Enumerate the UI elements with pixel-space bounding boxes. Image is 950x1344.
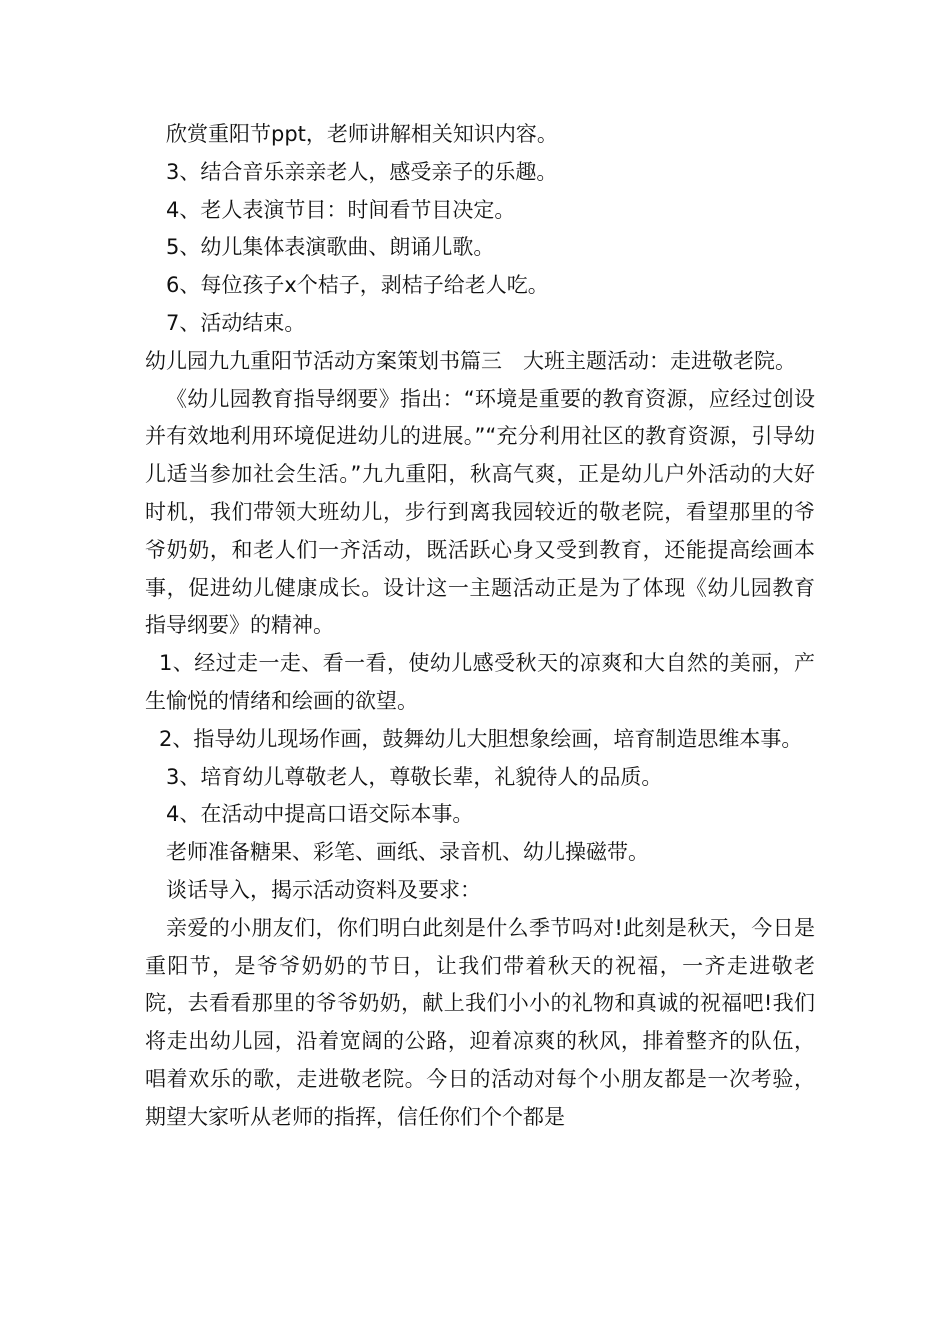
goal-item: 3、培育幼儿尊敬老人，尊敬长辈，礼貌待人的品质。 bbox=[166, 764, 663, 789]
intro-paragraph: 《幼儿园教育指导纲要》指出：“环境是重要的教育资源，应经过创设并有效地利用环境促进幼儿的进展。”“充分利用社区的教育资源，引导幼儿适当参加社会生活。”九九重阳，秋高气爽，正是幼儿户外活动的大好时机，我们带领大班幼儿，步行到离我园较近的敬老院，看望那里的爷爷奶奶，和老人们一齐活动，既活跃心身又受到教育，还能提高绘画本事，促进幼儿健康成长。设计这一主题活动正是为了体现《幼儿园教育指导纲要》的精神。 bbox=[145, 386, 815, 638]
process-title: 谈话导入，揭示活动资料及要求： bbox=[166, 877, 481, 902]
paragraph-ppt: 欣赏重阳节ppt，老师讲解相关知识内容。 bbox=[166, 122, 558, 146]
list-item: 5、幼儿集体表演歌曲、朗诵儿歌。 bbox=[166, 235, 495, 260]
list-item: 7、活动结束。 bbox=[166, 310, 306, 335]
preparation-paragraph: 老师准备糖果、彩笔、画纸、录音机、幼儿操磁带。 bbox=[166, 840, 649, 865]
speech-paragraph: 亲爱的小朋友们，你们明白此刻是什么季节吗对!此刻是秋天，今日是重阳节，是爷爷奶奶的节日，让我们带着秋天的祝福，一齐走进敬老院，去看看那里的爷爷奶奶，献上我们小小的礼物和真诚的祝福吧!我们将走出幼儿园，沿着宽阔的公路，迎着凉爽的秋风，排着整齐的队伍，唱着欢乐的歌，走进敬老院。今日的活动对每个小朋友都是一次考验，期望大家听从老师的指挥，信任你们个个都是 bbox=[145, 915, 815, 1129]
goal-item: 1、经过走一走、看一看，使幼儿感受秋天的凉爽和大自然的美丽，产生愉悦的情绪和绘画的欲望。 bbox=[145, 651, 815, 713]
section-heading: 幼儿园九九重阳节活动方案策划书篇三 大班主题活动：走进敬老院。 bbox=[145, 348, 796, 373]
list-item: 4、老人表演节目：时间看节目决定。 bbox=[166, 197, 516, 222]
goal-item: 4、在活动中提高口语交际本事。 bbox=[166, 802, 474, 827]
document-body bbox=[145, 116, 815, 1137]
list-item: 6、每位孩子x个桔子，剥桔子给老人吃。 bbox=[166, 273, 549, 298]
goal-item: 2、指导幼儿现场作画，鼓舞幼儿大胆想象绘画，培育制造思维本事。 bbox=[159, 726, 803, 751]
list-item: 3、结合音乐亲亲老人，感受亲子的乐趣。 bbox=[166, 159, 558, 184]
